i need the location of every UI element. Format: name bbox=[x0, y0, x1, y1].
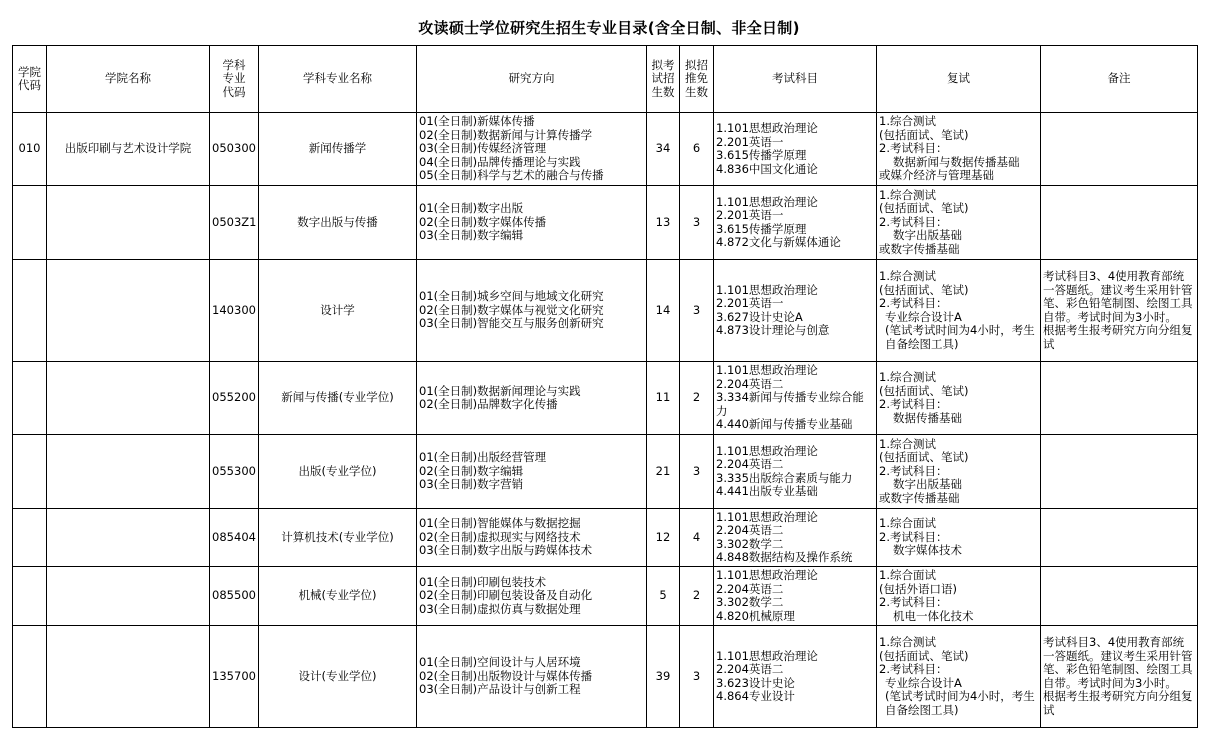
planned-count: 21 bbox=[647, 435, 680, 509]
retest: 1.综合面试 (包括外语口语) 2.考试科目： 机电一体化技术 bbox=[877, 567, 1041, 626]
exempt-count: 3 bbox=[680, 626, 714, 728]
table-row bbox=[13, 260, 1198, 362]
header-exam: 考试科目 bbox=[714, 46, 877, 113]
table-row bbox=[13, 567, 1198, 626]
planned-count: 12 bbox=[647, 509, 680, 567]
header-college-code: 学院 代码 bbox=[13, 46, 47, 113]
exam-subjects: 1.101思想政治理论 2.204英语二 3.623设计史论 4.864专业设计 bbox=[714, 626, 877, 728]
major-name: 机械(专业学位) bbox=[259, 567, 417, 626]
exam-subjects: 1.101思想政治理论 2.204英语二 3.334新闻与传播专业综合能力 4.440新闻与传播专业基础 bbox=[714, 362, 877, 435]
retest: 1.综合测试 (包括面试、笔试) 2.考试科目： 数据传播基础 bbox=[877, 362, 1041, 435]
major-code: 140300 bbox=[210, 260, 259, 362]
exempt-count: 6 bbox=[680, 113, 714, 186]
major-name: 新闻传播学 bbox=[259, 113, 417, 186]
directions: 01(全日制)数据新闻理论与实践 02(全日制)品牌数字化传播 bbox=[417, 362, 647, 435]
retest: 1.综合测试 (包括面试、笔试) 2.考试科目： 数据新闻与数据传播基础 或媒介经济与管理基础 bbox=[877, 113, 1041, 186]
major-code: 0503Z1 bbox=[210, 186, 259, 260]
exam-subjects: 1.101思想政治理论 2.201英语一 3.615传播学原理 4.872文化与新媒体通论 bbox=[714, 186, 877, 260]
planned-count: 5 bbox=[647, 567, 680, 626]
major-code: 135700 bbox=[210, 626, 259, 728]
exempt-count: 3 bbox=[680, 186, 714, 260]
header-row bbox=[13, 46, 1198, 113]
exempt-count: 4 bbox=[680, 509, 714, 567]
exam-subjects: 1.101思想政治理论 2.204英语二 3.302数学二 4.820机械原理 bbox=[714, 567, 877, 626]
retest: 1.综合面试 2.考试科目： 数字媒体技术 bbox=[877, 509, 1041, 567]
remarks bbox=[1041, 113, 1198, 186]
planned-count: 14 bbox=[647, 260, 680, 362]
major-name: 数字出版与传播 bbox=[259, 186, 417, 260]
header-exempt: 拟招 推免 生数 bbox=[680, 46, 714, 113]
directions: 01(全日制)空间设计与人居环境 02(全日制)出版物设计与媒体传播 03(全日制)产品设计与创新工程 bbox=[417, 626, 647, 728]
retest: 1.综合测试 (包括面试、笔试) 2.考试科目： 数字出版基础 或数字传播基础 bbox=[877, 186, 1041, 260]
header-remarks: 备注 bbox=[1041, 46, 1198, 113]
planned-count: 13 bbox=[647, 186, 680, 260]
major-code: 085404 bbox=[210, 509, 259, 567]
header-college-name: 学院名称 bbox=[47, 46, 210, 113]
major-code: 085500 bbox=[210, 567, 259, 626]
table-row bbox=[13, 362, 1198, 435]
college-name: 出版印刷与艺术设计学院 bbox=[47, 113, 210, 186]
exam-subjects: 1.101思想政治理论 2.201英语一 3.627设计史论A 4.873设计理论与创意 bbox=[714, 260, 877, 362]
exempt-count: 2 bbox=[680, 362, 714, 435]
retest: 1.综合测试 (包括面试、笔试) 2.考试科目： 专业综合设计A (笔试考试时间为4小时，考生自备绘图工具) bbox=[877, 260, 1041, 362]
header-major-name: 学科专业名称 bbox=[259, 46, 417, 113]
table-row bbox=[13, 509, 1198, 567]
exempt-count: 2 bbox=[680, 567, 714, 626]
retest: 1.综合测试 (包括面试、笔试) 2.考试科目： 数字出版基础 或数字传播基础 bbox=[877, 435, 1041, 509]
directions: 01(全日制)出版经营管理 02(全日制)数字编辑 03(全日制)数字营销 bbox=[417, 435, 647, 509]
table-row bbox=[13, 113, 1198, 186]
directions: 01(全日制)新媒体传播 02(全日制)数据新闻与计算传播学 03(全日制)传媒经济管理 04(全日制)品牌传播理论与实践 05(全日制)科学与艺术的融合与传播 bbox=[417, 113, 647, 186]
table-row bbox=[13, 186, 1198, 260]
catalog-table bbox=[12, 45, 1198, 728]
header-retest: 复试 bbox=[877, 46, 1041, 113]
exempt-count: 3 bbox=[680, 435, 714, 509]
retest: 1.综合测试 (包括面试、笔试) 2.考试科目： 专业综合设计A (笔试考试时间为4小时，考生自备绘图工具) bbox=[877, 626, 1041, 728]
major-name: 出版(专业学位) bbox=[259, 435, 417, 509]
directions: 01(全日制)数字出版 02(全日制)数字媒体传播 03(全日制)数字编辑 bbox=[417, 186, 647, 260]
exam-subjects: 1.101思想政治理论 2.201英语一 3.615传播学原理 4.836中国文化通论 bbox=[714, 113, 877, 186]
major-name: 计算机技术(专业学位) bbox=[259, 509, 417, 567]
table-row bbox=[13, 626, 1198, 728]
remarks bbox=[1041, 509, 1198, 567]
remarks bbox=[1041, 435, 1198, 509]
remarks: 考试科目3、4使用教育部统一答题纸。建议考生采用针管笔、彩色铅笔制图、绘图工具自带。考试时间为3小时。 根据考生报考研究方向分组复试 bbox=[1041, 626, 1198, 728]
table-row bbox=[13, 435, 1198, 509]
major-code: 050300 bbox=[210, 113, 259, 186]
directions: 01(全日制)城乡空间与地域文化研究 02(全日制)数字媒体与视觉文化研究 03(全日制)智能交互与服务创新研究 bbox=[417, 260, 647, 362]
remarks bbox=[1041, 186, 1198, 260]
remarks bbox=[1041, 567, 1198, 626]
exam-subjects: 1.101思想政治理论 2.204英语二 3.335出版综合素质与能力 4.441出版专业基础 bbox=[714, 435, 877, 509]
header-direction: 研究方向 bbox=[417, 46, 647, 113]
header-planned: 拟考 试招 生数 bbox=[647, 46, 680, 113]
remarks bbox=[1041, 362, 1198, 435]
major-name: 设计学 bbox=[259, 260, 417, 362]
planned-count: 11 bbox=[647, 362, 680, 435]
college-code: 010 bbox=[13, 113, 47, 186]
planned-count: 39 bbox=[647, 626, 680, 728]
major-code: 055200 bbox=[210, 362, 259, 435]
major-code: 055300 bbox=[210, 435, 259, 509]
directions: 01(全日制)智能媒体与数据挖掘 02(全日制)虚拟现实与网络技术 03(全日制)数字出版与跨媒体技术 bbox=[417, 509, 647, 567]
major-name: 设计(专业学位) bbox=[259, 626, 417, 728]
directions: 01(全日制)印刷包装技术 02(全日制)印刷包装设备及自动化 03(全日制)虚拟仿真与数据处理 bbox=[417, 567, 647, 626]
remarks: 考试科目3、4使用教育部统一答题纸。建议考生采用针管笔、彩色铅笔制图、绘图工具自带。考试时间为3小时。 根据考生报考研究方向分组复试 bbox=[1041, 260, 1198, 362]
header-major-code: 学科 专业 代码 bbox=[210, 46, 259, 113]
page-title: 攻读硕士学位研究生招生专业目录(含全日制、非全日制) bbox=[418, 19, 800, 37]
exempt-count: 3 bbox=[680, 260, 714, 362]
planned-count: 34 bbox=[647, 113, 680, 186]
exam-subjects: 1.101思想政治理论 2.204英语二 3.302数学二 4.848数据结构及操作系统 bbox=[714, 509, 877, 567]
major-name: 新闻与传播(专业学位) bbox=[259, 362, 417, 435]
